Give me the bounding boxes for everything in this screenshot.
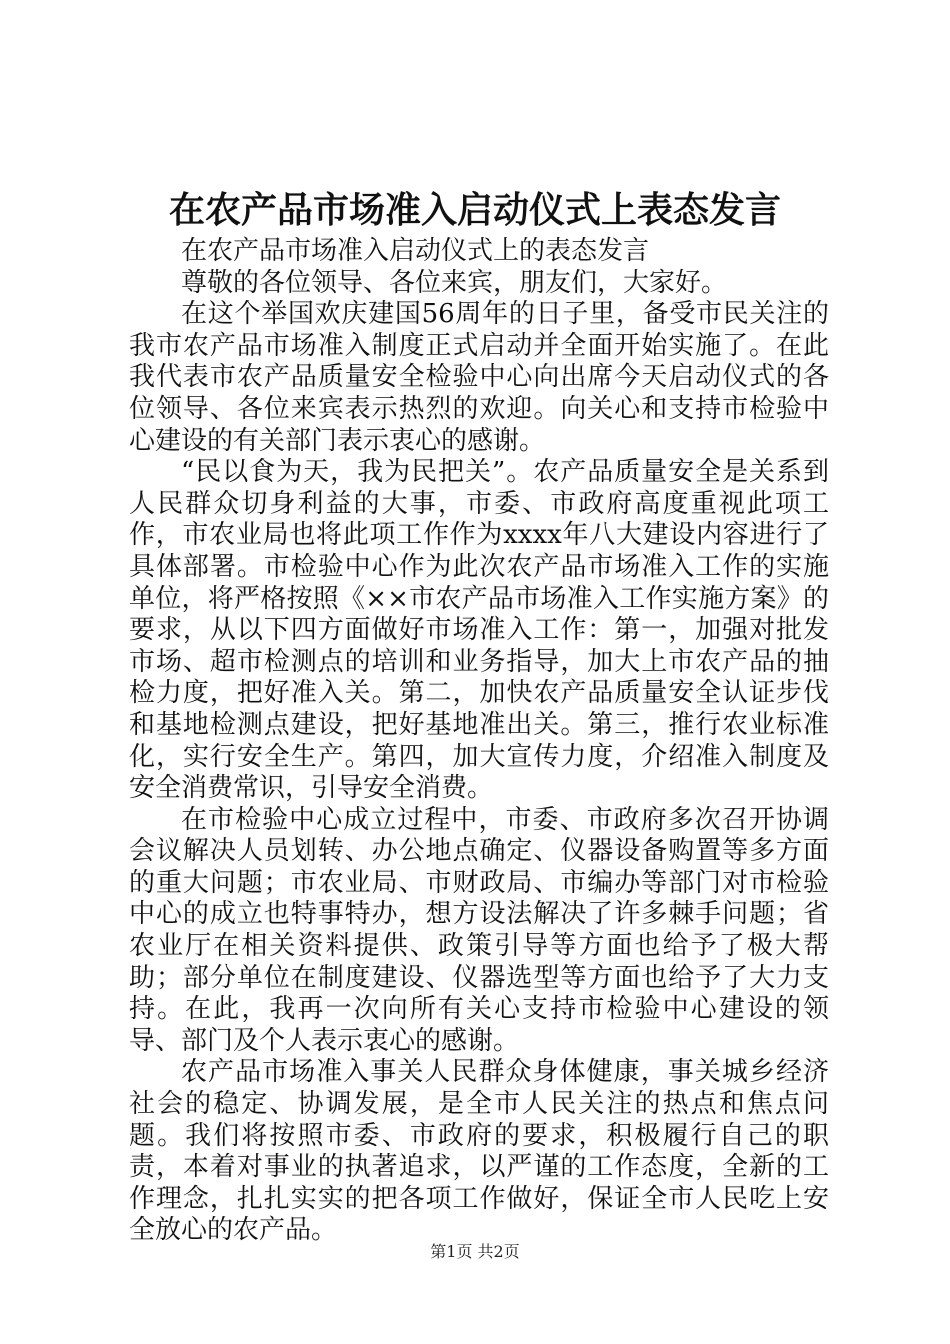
- paragraph-closing: 农产品市场准入事关人民群众身体健康，事关城乡经济社会的稳定、协调发展，是全市人民关注的热点和焦点问题。我们将按照市委、市政府的要求，积极履行自己的职责，本着对事业的执著追求，以严谨的工作态度，全新的工作理念，扎扎实实的把各项工作做好，保证全市人民吃上安全放心的农产品。: [129, 1057, 829, 1246]
- document-body: [129, 236, 829, 1247]
- page-number-footer: 第1页 共2页: [430, 1242, 520, 1261]
- paragraph-work-plan: “民以食为天，我为民把关”。农产品质量安全是关系到人民群众切身利益的大事，市委、市政府高度重视此项工作，市农业局也将此项工作作为xxxx年八大建设内容进行了具体部署。市检验中心作为此次农产品市场准入工作的实施单位，将严格按照《××市农产品市场准入工作实施方案》的要求，从以下四方面做好市场准入工作：第一，加强对批发市场、超市检测点的培训和业务指导，加大上市农产品的抽检力度，把好准入关。第二，加快农产品质量安全认证步伐和基地检测点建设，把好基地准出关。第三，推行农业标准化，实行安全生产。第四，加大宣传力度，介绍准入制度及安全消费常识，引导安全消费。: [129, 457, 829, 804]
- paragraph-opening: 在这个举国欢庆建国56周年的日子里，备受市民关注的我市农产品市场准入制度正式启动并全面开始实施了。在此我代表市农产品质量安全检验中心向出席今天启动仪式的各位领导、各位来宾表示热烈的欢迎。向关心和支持市检验中心建设的有关部门表示衷心的感谢。: [129, 299, 829, 456]
- paragraph-subtitle: 在农产品市场准入启动仪式上的表态发言: [181, 236, 650, 266]
- paragraph-thanks: 在市检验中心成立过程中，市委、市政府多次召开协调会议解决人员划转、办公地点确定、仪器设备购置等多方面的重大问题；市农业局、市财政局、市编办等部门对市检验中心的成立也特事特办，想方设法解决了许多棘手问题；省农业厅在相关资料提供、政策引导等方面也给予了极大帮助；部分单位在制度建设、仪器选型等方面也给予了大力支持。在此，我再一次向所有关心支持市检验中心建设的领导、部门及个人表示衷心的感谢。: [129, 804, 829, 1056]
- document-title: 在农产品市场准入启动仪式上表态发言: [168, 189, 781, 231]
- paragraph-greeting: 尊敬的各位领导、各位来宾，朋友们，大家好。: [181, 267, 728, 298]
